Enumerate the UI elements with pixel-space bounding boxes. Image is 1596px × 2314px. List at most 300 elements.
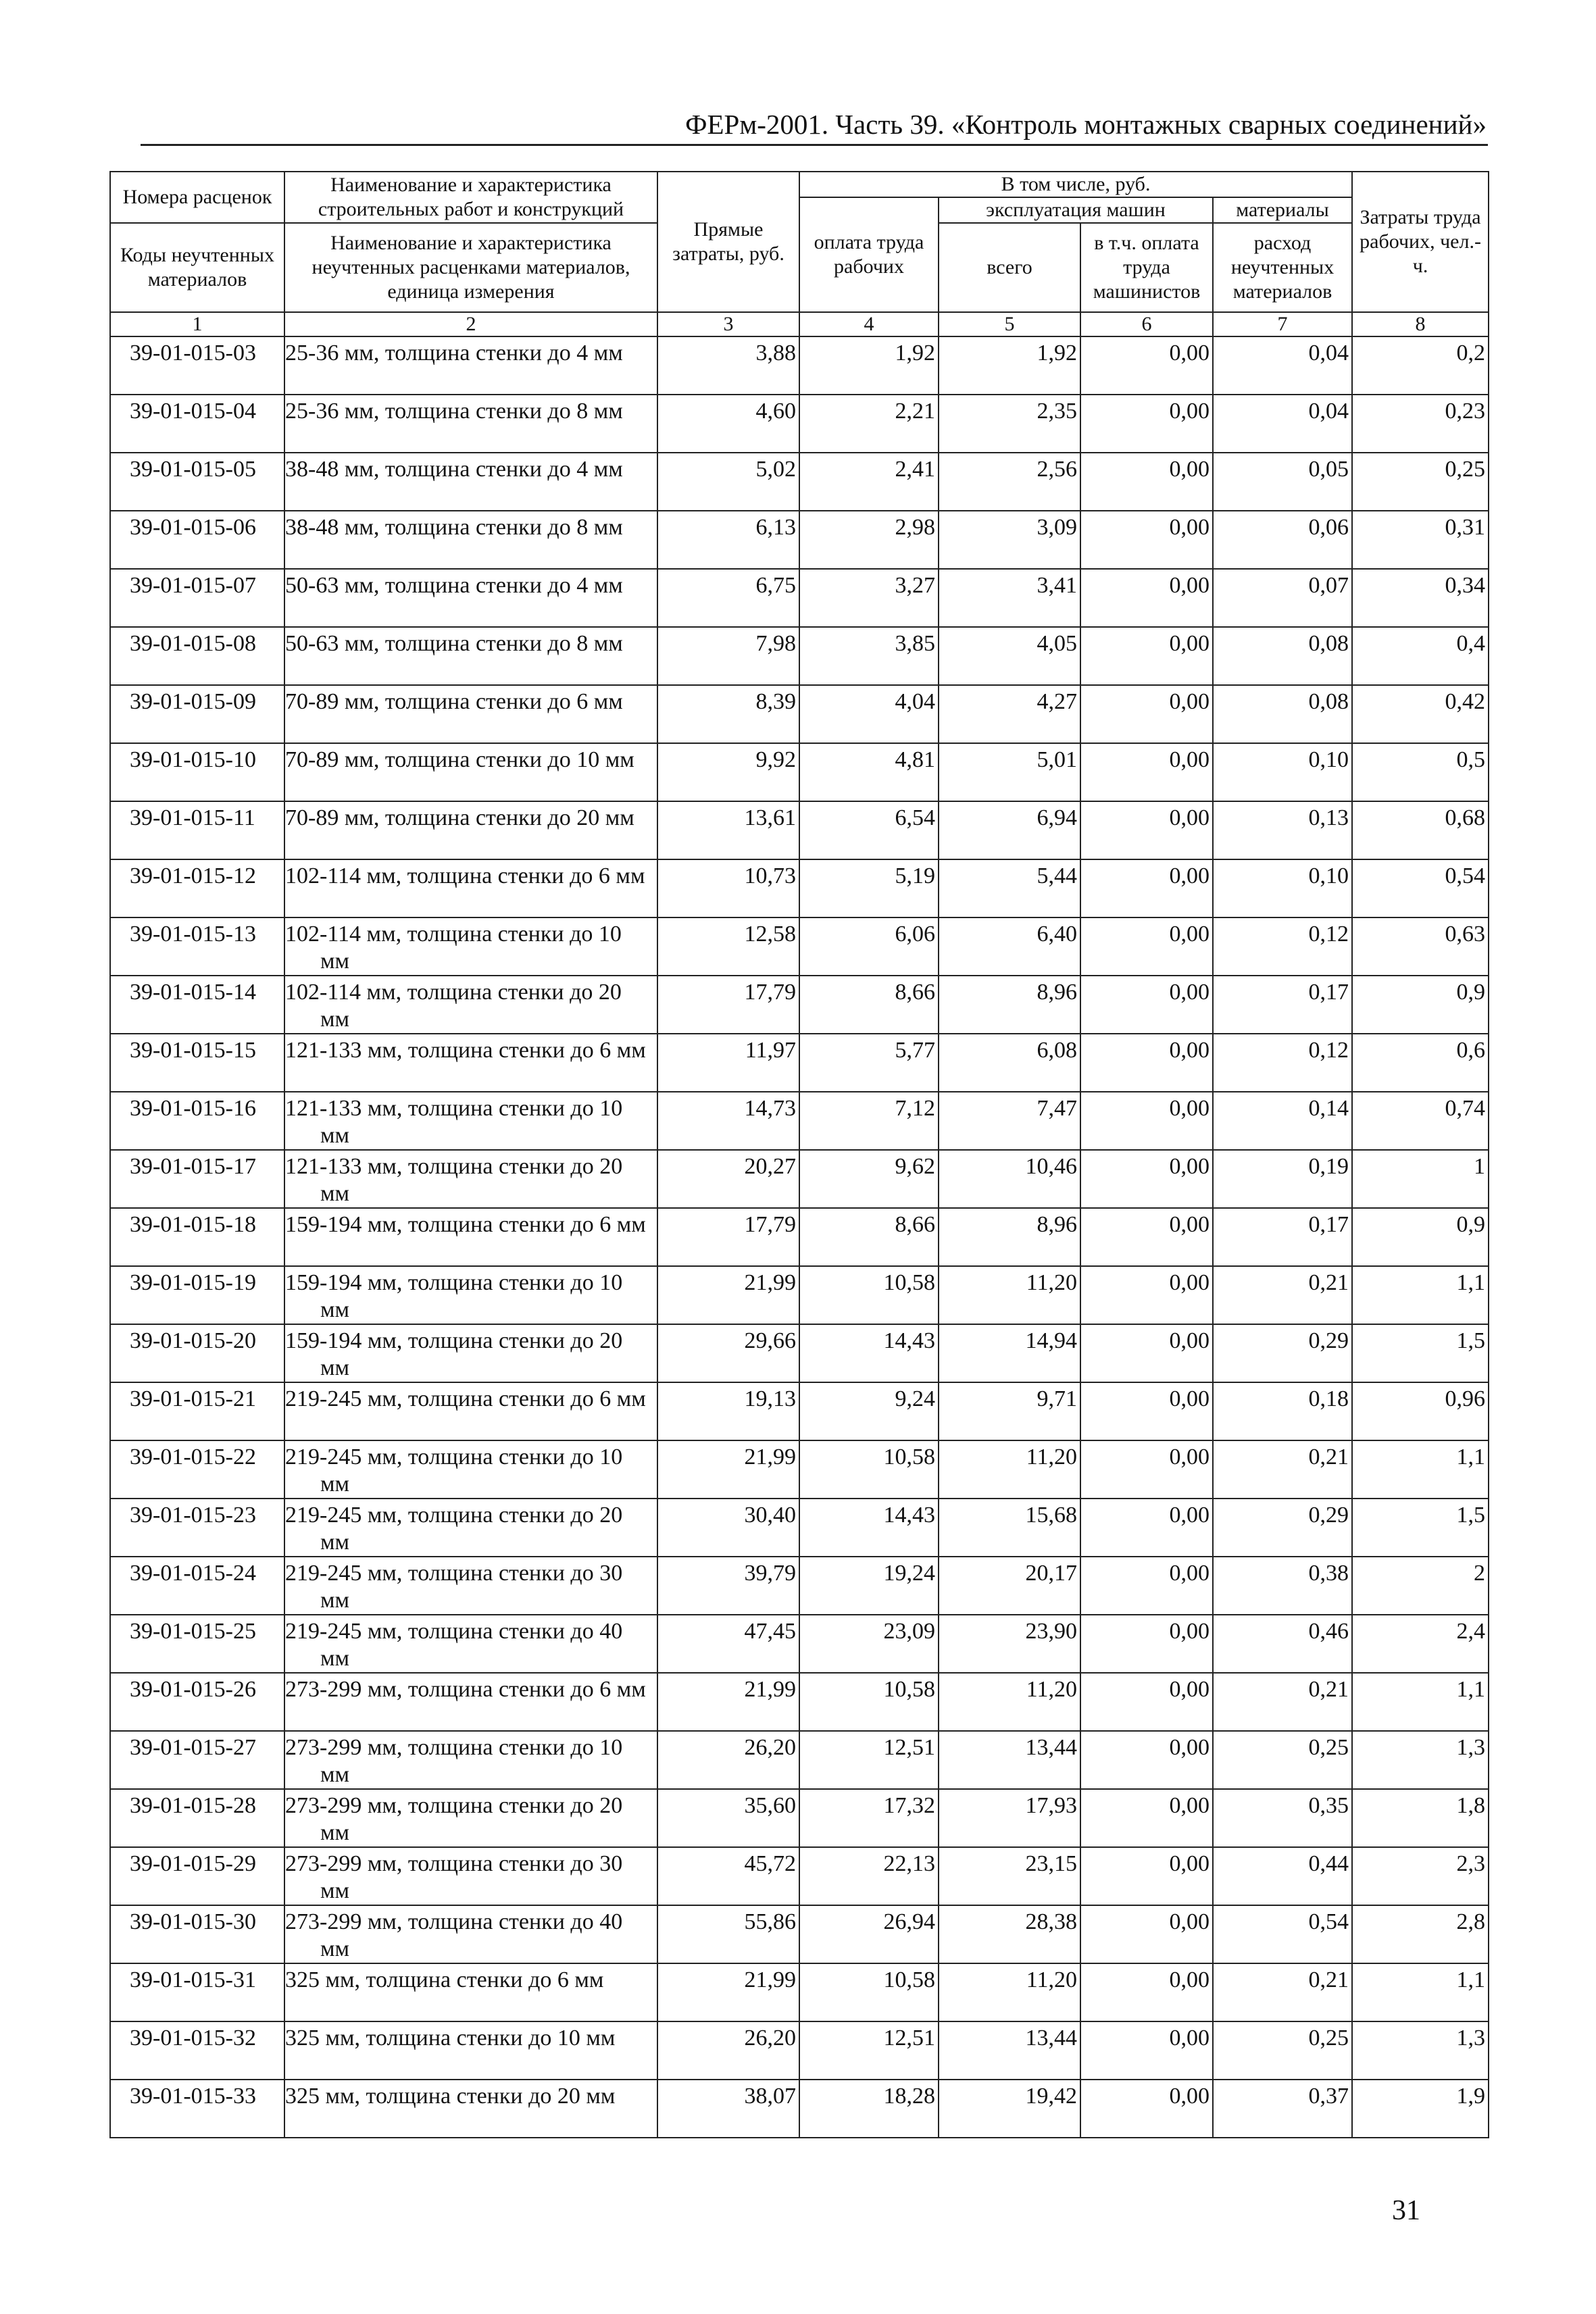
- table-row: [110, 1847, 1489, 1905]
- table-row: [110, 2080, 1489, 2138]
- work-name-cell: [284, 1266, 657, 1324]
- labor-pay-value: 14,43: [799, 1499, 939, 1557]
- operator-pay-value: 0,00: [1080, 2021, 1213, 2080]
- column-number: 3: [657, 312, 799, 336]
- table-row: [110, 1208, 1489, 1266]
- labor-pay-value: 10,58: [799, 1673, 939, 1731]
- rate-code: 39-01-015-22: [110, 1440, 284, 1499]
- direct-costs-value: 13,61: [657, 801, 799, 859]
- materials-value: 0,37: [1213, 2080, 1352, 2138]
- column-number: 1: [110, 312, 284, 336]
- work-name-cell: [284, 1789, 657, 1847]
- machines-total-value: 8,96: [939, 976, 1080, 1034]
- rate-code: 39-01-015-24: [110, 1557, 284, 1615]
- work-name-cell: [284, 859, 657, 917]
- labor-pay-value: 1,92: [799, 336, 939, 395]
- work-name: 121-133 мм, толщина стенки до 20 мм: [285, 1154, 623, 1206]
- materials-value: 0,38: [1213, 1557, 1352, 1615]
- machines-total-value: 11,20: [939, 1440, 1080, 1499]
- machines-total-value: 11,20: [939, 1963, 1080, 2021]
- machines-total-value: 4,27: [939, 685, 1080, 743]
- labor-hours-value: 0,25: [1352, 453, 1489, 511]
- materials-value: 0,18: [1213, 1382, 1352, 1440]
- machines-total-value: 15,68: [939, 1499, 1080, 1557]
- labor-pay-value: 2,21: [799, 395, 939, 453]
- table-row: [110, 511, 1489, 569]
- direct-costs-value: 30,40: [657, 1499, 799, 1557]
- work-name-cell: [284, 685, 657, 743]
- labor-hours-value: 1,1: [1352, 1673, 1489, 1731]
- labor-pay-value: 18,28: [799, 2080, 939, 2138]
- labor-pay-value: 26,94: [799, 1905, 939, 1963]
- rate-code: 39-01-015-11: [110, 801, 284, 859]
- labor-hours-value: 0,68: [1352, 801, 1489, 859]
- operator-pay-value: 0,00: [1080, 1557, 1213, 1615]
- work-name: 25-36 мм, толщина стенки до 4 мм: [285, 341, 623, 366]
- labor-hours-value: 1,3: [1352, 1731, 1489, 1789]
- header-name-materials: Наименование и характеристика неучтенных расценками материалов, единица измерения: [284, 223, 657, 312]
- labor-pay-value: 5,19: [799, 859, 939, 917]
- work-name: 273-299 мм, толщина стенки до 30 мм: [285, 1851, 623, 1903]
- machines-total-value: 3,41: [939, 569, 1080, 627]
- machines-total-value: 7,47: [939, 1092, 1080, 1150]
- work-name-cell: [284, 1092, 657, 1150]
- direct-costs-value: 4,60: [657, 395, 799, 453]
- materials-value: 0,54: [1213, 1905, 1352, 1963]
- work-name-cell: [284, 395, 657, 453]
- machines-total-value: 1,92: [939, 336, 1080, 395]
- labor-pay-value: 10,58: [799, 1963, 939, 2021]
- rates-table: [109, 171, 1489, 2138]
- header-incl-operator-pay: в т.ч. оплата труда машинистов: [1080, 223, 1213, 312]
- work-name: 219-245 мм, толщина стенки до 6 мм: [285, 1386, 646, 1411]
- operator-pay-value: 0,00: [1080, 627, 1213, 685]
- materials-value: 0,06: [1213, 511, 1352, 569]
- machines-total-value: 13,44: [939, 2021, 1080, 2080]
- labor-hours-value: 1,1: [1352, 1266, 1489, 1324]
- work-name-cell: [284, 1150, 657, 1208]
- direct-costs-value: 47,45: [657, 1615, 799, 1673]
- operator-pay-value: 0,00: [1080, 1382, 1213, 1440]
- work-name-cell: [284, 917, 657, 976]
- materials-value: 0,35: [1213, 1789, 1352, 1847]
- header-rate-numbers: Номера расценок: [110, 172, 284, 223]
- column-number: 6: [1080, 312, 1213, 336]
- operator-pay-value: 0,00: [1080, 395, 1213, 453]
- table-row: [110, 859, 1489, 917]
- rate-code: 39-01-015-05: [110, 453, 284, 511]
- work-name: 50-63 мм, толщина стенки до 4 мм: [285, 573, 623, 598]
- work-name: 121-133 мм, толщина стенки до 10 мм: [285, 1096, 623, 1148]
- work-name-cell: [284, 2021, 657, 2080]
- table-row: [110, 685, 1489, 743]
- rate-code: 39-01-015-23: [110, 1499, 284, 1557]
- work-name: 159-194 мм, толщина стенки до 20 мм: [285, 1328, 623, 1380]
- direct-costs-value: 20,27: [657, 1150, 799, 1208]
- direct-costs-value: 3,88: [657, 336, 799, 395]
- table-body: [110, 336, 1489, 2138]
- materials-value: 0,44: [1213, 1847, 1352, 1905]
- work-name-cell: [284, 569, 657, 627]
- table-row: [110, 801, 1489, 859]
- materials-value: 0,08: [1213, 627, 1352, 685]
- labor-pay-value: 9,24: [799, 1382, 939, 1440]
- materials-value: 0,29: [1213, 1499, 1352, 1557]
- work-name: 219-245 мм, толщина стенки до 40 мм: [285, 1619, 623, 1671]
- work-name: 38-48 мм, толщина стенки до 8 мм: [285, 515, 623, 540]
- operator-pay-value: 0,00: [1080, 1615, 1213, 1673]
- machines-total-value: 5,44: [939, 859, 1080, 917]
- table-row: [110, 1905, 1489, 1963]
- rate-code: 39-01-015-13: [110, 917, 284, 976]
- labor-hours-value: 2,8: [1352, 1905, 1489, 1963]
- machines-total-value: 9,71: [939, 1382, 1080, 1440]
- direct-costs-value: 17,79: [657, 1208, 799, 1266]
- machines-total-value: 5,01: [939, 743, 1080, 801]
- labor-hours-value: 0,31: [1352, 511, 1489, 569]
- rate-code: 39-01-015-19: [110, 1266, 284, 1324]
- direct-costs-value: 6,75: [657, 569, 799, 627]
- work-name: 219-245 мм, толщина стенки до 10 мм: [285, 1444, 623, 1496]
- materials-value: 0,46: [1213, 1615, 1352, 1673]
- operator-pay-value: 0,00: [1080, 569, 1213, 627]
- direct-costs-value: 10,73: [657, 859, 799, 917]
- table-row: [110, 1266, 1489, 1324]
- rate-code: 39-01-015-25: [110, 1615, 284, 1673]
- operator-pay-value: 0,00: [1080, 1731, 1213, 1789]
- labor-pay-value: 2,41: [799, 453, 939, 511]
- rate-code: 39-01-015-14: [110, 976, 284, 1034]
- machines-total-value: 6,94: [939, 801, 1080, 859]
- work-name-cell: [284, 1208, 657, 1266]
- header-rule: [141, 144, 1488, 146]
- column-number: 7: [1213, 312, 1352, 336]
- labor-pay-value: 4,04: [799, 685, 939, 743]
- labor-hours-value: 0,42: [1352, 685, 1489, 743]
- header-including: В том числе, руб.: [799, 172, 1352, 197]
- operator-pay-value: 0,00: [1080, 1150, 1213, 1208]
- table-row: [110, 1382, 1489, 1440]
- running-header: ФЕРм-2001. Часть 39. «Контроль монтажных сварных соединений»: [685, 109, 1487, 140]
- work-name: 219-245 мм, толщина стенки до 30 мм: [285, 1561, 623, 1613]
- work-name: 273-299 мм, толщина стенки до 40 мм: [285, 1909, 623, 1961]
- operator-pay-value: 0,00: [1080, 453, 1213, 511]
- materials-value: 0,21: [1213, 1440, 1352, 1499]
- rate-code: 39-01-015-16: [110, 1092, 284, 1150]
- table-row: [110, 976, 1489, 1034]
- materials-value: 0,08: [1213, 685, 1352, 743]
- direct-costs-value: 7,98: [657, 627, 799, 685]
- materials-value: 0,12: [1213, 1034, 1352, 1092]
- materials-value: 0,07: [1213, 569, 1352, 627]
- operator-pay-value: 0,00: [1080, 1963, 1213, 2021]
- rate-code: 39-01-015-15: [110, 1034, 284, 1092]
- table-row: [110, 1615, 1489, 1673]
- work-name-cell: [284, 743, 657, 801]
- labor-pay-value: 10,58: [799, 1440, 939, 1499]
- machines-total-value: 4,05: [939, 627, 1080, 685]
- labor-pay-value: 3,85: [799, 627, 939, 685]
- labor-hours-value: 0,34: [1352, 569, 1489, 627]
- work-name: 102-114 мм, толщина стенки до 6 мм: [285, 863, 645, 888]
- labor-hours-value: 2,3: [1352, 1847, 1489, 1905]
- direct-costs-value: 21,99: [657, 1673, 799, 1731]
- rate-code: 39-01-015-18: [110, 1208, 284, 1266]
- table-row: [110, 1963, 1489, 2021]
- work-name-cell: [284, 627, 657, 685]
- labor-hours-value: 0,96: [1352, 1382, 1489, 1440]
- labor-hours-value: 1,1: [1352, 1440, 1489, 1499]
- rate-code: 39-01-015-31: [110, 1963, 284, 2021]
- operator-pay-value: 0,00: [1080, 1905, 1213, 1963]
- labor-pay-value: 17,32: [799, 1789, 939, 1847]
- work-name-cell: [284, 511, 657, 569]
- rate-code: 39-01-015-12: [110, 859, 284, 917]
- labor-pay-value: 19,24: [799, 1557, 939, 1615]
- labor-pay-value: 6,06: [799, 917, 939, 976]
- table-row: [110, 743, 1489, 801]
- labor-hours-value: 0,4: [1352, 627, 1489, 685]
- direct-costs-value: 38,07: [657, 2080, 799, 2138]
- operator-pay-value: 0,00: [1080, 1208, 1213, 1266]
- direct-costs-value: 5,02: [657, 453, 799, 511]
- materials-value: 0,19: [1213, 1150, 1352, 1208]
- direct-costs-value: 14,73: [657, 1092, 799, 1150]
- table-row: [110, 1673, 1489, 1731]
- materials-value: 0,04: [1213, 336, 1352, 395]
- labor-pay-value: 5,77: [799, 1034, 939, 1092]
- operator-pay-value: 0,00: [1080, 1673, 1213, 1731]
- labor-hours-value: 0,2: [1352, 336, 1489, 395]
- direct-costs-value: 6,13: [657, 511, 799, 569]
- materials-value: 0,05: [1213, 453, 1352, 511]
- work-name-cell: [284, 1382, 657, 1440]
- header-total: всего: [939, 223, 1080, 312]
- page-number: 31: [1392, 2195, 1420, 2226]
- labor-pay-value: 10,58: [799, 1266, 939, 1324]
- work-name-cell: [284, 1324, 657, 1382]
- rate-code: 39-01-015-07: [110, 569, 284, 627]
- table-row: [110, 1499, 1489, 1557]
- table-row: [110, 1789, 1489, 1847]
- labor-hours-value: 1: [1352, 1150, 1489, 1208]
- operator-pay-value: 0,00: [1080, 859, 1213, 917]
- work-name: 159-194 мм, толщина стенки до 10 мм: [285, 1270, 623, 1322]
- direct-costs-value: 8,39: [657, 685, 799, 743]
- work-name: 70-89 мм, толщина стенки до 20 мм: [285, 805, 634, 830]
- direct-costs-value: 21,99: [657, 1963, 799, 2021]
- operator-pay-value: 0,00: [1080, 1034, 1213, 1092]
- table-row: [110, 2021, 1489, 2080]
- work-name-cell: [284, 1034, 657, 1092]
- machines-total-value: 8,96: [939, 1208, 1080, 1266]
- work-name: 70-89 мм, толщина стенки до 6 мм: [285, 689, 623, 714]
- work-name: 325 мм, толщина стенки до 6 мм: [285, 1967, 604, 1992]
- work-name: 70-89 мм, толщина стенки до 10 мм: [285, 747, 634, 772]
- operator-pay-value: 0,00: [1080, 743, 1213, 801]
- rate-code: 39-01-015-33: [110, 2080, 284, 2138]
- work-name-cell: [284, 336, 657, 395]
- work-name-cell: [284, 1440, 657, 1499]
- table-row: [110, 627, 1489, 685]
- materials-value: 0,17: [1213, 1208, 1352, 1266]
- labor-hours-value: 0,54: [1352, 859, 1489, 917]
- rate-code: 39-01-015-30: [110, 1905, 284, 1963]
- materials-value: 0,10: [1213, 743, 1352, 801]
- work-name: 159-194 мм, толщина стенки до 6 мм: [285, 1212, 646, 1237]
- direct-costs-value: 19,13: [657, 1382, 799, 1440]
- table-row: [110, 1150, 1489, 1208]
- rate-code: 39-01-015-21: [110, 1382, 284, 1440]
- rate-code: 39-01-015-32: [110, 2021, 284, 2080]
- work-name-cell: [284, 1905, 657, 1963]
- column-number: 4: [799, 312, 939, 336]
- materials-value: 0,17: [1213, 976, 1352, 1034]
- materials-value: 0,25: [1213, 2021, 1352, 2080]
- rate-code: 39-01-015-04: [110, 395, 284, 453]
- labor-hours-value: 0,9: [1352, 1208, 1489, 1266]
- labor-pay-value: 8,66: [799, 976, 939, 1034]
- table-row: [110, 395, 1489, 453]
- operator-pay-value: 0,00: [1080, 1092, 1213, 1150]
- rate-code: 39-01-015-26: [110, 1673, 284, 1731]
- labor-hours-value: 0,63: [1352, 917, 1489, 976]
- materials-value: 0,29: [1213, 1324, 1352, 1382]
- machines-total-value: 17,93: [939, 1789, 1080, 1847]
- labor-pay-value: 3,27: [799, 569, 939, 627]
- operator-pay-value: 0,00: [1080, 1847, 1213, 1905]
- operator-pay-value: 0,00: [1080, 1324, 1213, 1382]
- work-name-cell: [284, 1847, 657, 1905]
- labor-pay-value: 12,51: [799, 1731, 939, 1789]
- machines-total-value: 23,90: [939, 1615, 1080, 1673]
- machines-total-value: 2,56: [939, 453, 1080, 511]
- table-row: [110, 336, 1489, 395]
- header-codes-unaccounted: Коды неучтенных материалов: [110, 223, 284, 312]
- work-name: 102-114 мм, толщина стенки до 10 мм: [285, 922, 622, 974]
- materials-value: 0,10: [1213, 859, 1352, 917]
- direct-costs-value: 11,97: [657, 1034, 799, 1092]
- work-name-cell: [284, 1499, 657, 1557]
- work-name-cell: [284, 1615, 657, 1673]
- labor-pay-value: 23,09: [799, 1615, 939, 1673]
- operator-pay-value: 0,00: [1080, 917, 1213, 976]
- operator-pay-value: 0,00: [1080, 1440, 1213, 1499]
- rate-code: 39-01-015-09: [110, 685, 284, 743]
- work-name-cell: [284, 801, 657, 859]
- table-row: [110, 1731, 1489, 1789]
- direct-costs-value: 9,92: [657, 743, 799, 801]
- rate-code: 39-01-015-17: [110, 1150, 284, 1208]
- work-name: 25-36 мм, толщина стенки до 8 мм: [285, 399, 623, 424]
- labor-hours-value: 1,5: [1352, 1499, 1489, 1557]
- work-name-cell: [284, 1963, 657, 2021]
- machines-total-value: 13,44: [939, 1731, 1080, 1789]
- work-name: 273-299 мм, толщина стенки до 6 мм: [285, 1677, 646, 1702]
- machines-total-value: 20,17: [939, 1557, 1080, 1615]
- table-header: [110, 172, 1489, 336]
- table-row: [110, 1324, 1489, 1382]
- labor-hours-value: 1,8: [1352, 1789, 1489, 1847]
- direct-costs-value: 55,86: [657, 1905, 799, 1963]
- machines-total-value: 10,46: [939, 1150, 1080, 1208]
- operator-pay-value: 0,00: [1080, 511, 1213, 569]
- table-row: [110, 1092, 1489, 1150]
- work-name-cell: [284, 1557, 657, 1615]
- labor-hours-value: 1,3: [1352, 2021, 1489, 2080]
- rate-code: 39-01-015-20: [110, 1324, 284, 1382]
- machines-total-value: 14,94: [939, 1324, 1080, 1382]
- labor-hours-value: 1,1: [1352, 1963, 1489, 2021]
- labor-pay-value: 8,66: [799, 1208, 939, 1266]
- work-name-cell: [284, 1731, 657, 1789]
- machines-total-value: 23,15: [939, 1847, 1080, 1905]
- operator-pay-value: 0,00: [1080, 976, 1213, 1034]
- machines-total-value: 2,35: [939, 395, 1080, 453]
- operator-pay-value: 0,00: [1080, 1789, 1213, 1847]
- labor-hours-value: 0,23: [1352, 395, 1489, 453]
- work-name-cell: [284, 976, 657, 1034]
- operator-pay-value: 0,00: [1080, 1499, 1213, 1557]
- header-direct-costs: Прямые затраты, руб.: [657, 172, 799, 312]
- machines-total-value: 19,42: [939, 2080, 1080, 2138]
- materials-value: 0,12: [1213, 917, 1352, 976]
- materials-value: 0,14: [1213, 1092, 1352, 1150]
- work-name: 38-48 мм, толщина стенки до 4 мм: [285, 457, 623, 482]
- work-name-cell: [284, 1673, 657, 1731]
- machines-total-value: 11,20: [939, 1673, 1080, 1731]
- work-name: 219-245 мм, толщина стенки до 20 мм: [285, 1503, 623, 1555]
- table-row: [110, 1034, 1489, 1092]
- operator-pay-value: 0,00: [1080, 336, 1213, 395]
- materials-value: 0,21: [1213, 1963, 1352, 2021]
- direct-costs-value: 21,99: [657, 1266, 799, 1324]
- column-number: 5: [939, 312, 1080, 336]
- labor-pay-value: 4,81: [799, 743, 939, 801]
- rate-code: 39-01-015-03: [110, 336, 284, 395]
- header-machine-operation: эксплуатация машин: [939, 197, 1213, 223]
- header-unaccounted-consumption: расход неучтенных материалов: [1213, 223, 1352, 312]
- rate-code: 39-01-015-27: [110, 1731, 284, 1789]
- work-name: 273-299 мм, толщина стенки до 10 мм: [285, 1735, 623, 1787]
- work-name: 102-114 мм, толщина стенки до 20 мм: [285, 980, 622, 1032]
- header-labor-pay: оплата труда рабочих: [799, 197, 939, 312]
- rate-code: 39-01-015-10: [110, 743, 284, 801]
- table-row: [110, 569, 1489, 627]
- work-name: 325 мм, толщина стенки до 20 мм: [285, 2084, 616, 2109]
- machines-total-value: 6,40: [939, 917, 1080, 976]
- direct-costs-value: 26,20: [657, 1731, 799, 1789]
- labor-pay-value: 7,12: [799, 1092, 939, 1150]
- labor-pay-value: 12,51: [799, 2021, 939, 2080]
- work-name: 121-133 мм, толщина стенки до 6 мм: [285, 1038, 646, 1063]
- table-row: [110, 453, 1489, 511]
- labor-hours-value: 1,5: [1352, 1324, 1489, 1382]
- machines-total-value: 6,08: [939, 1034, 1080, 1092]
- labor-pay-value: 22,13: [799, 1847, 939, 1905]
- column-number: 2: [284, 312, 657, 336]
- table-row: [110, 1440, 1489, 1499]
- labor-pay-value: 2,98: [799, 511, 939, 569]
- labor-hours-value: 0,9: [1352, 976, 1489, 1034]
- operator-pay-value: 0,00: [1080, 2080, 1213, 2138]
- materials-value: 0,04: [1213, 395, 1352, 453]
- operator-pay-value: 0,00: [1080, 685, 1213, 743]
- labor-pay-value: 9,62: [799, 1150, 939, 1208]
- machines-total-value: 11,20: [939, 1266, 1080, 1324]
- direct-costs-value: 17,79: [657, 976, 799, 1034]
- rate-code: 39-01-015-28: [110, 1789, 284, 1847]
